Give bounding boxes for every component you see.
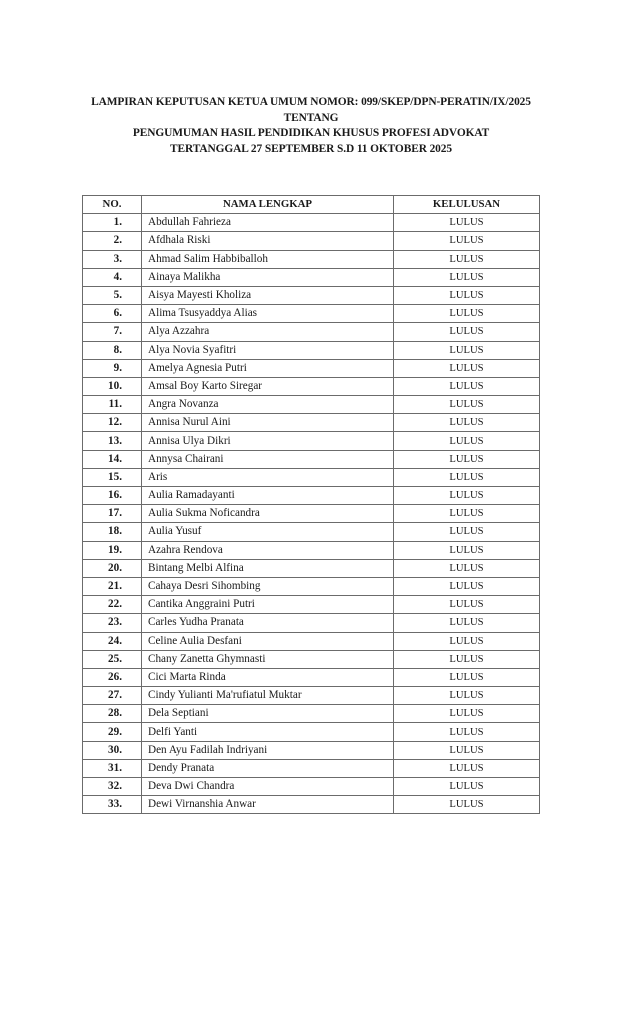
graduation-status: LULUS bbox=[394, 523, 540, 541]
table-row bbox=[83, 450, 540, 468]
participant-name: Abdullah Fahrieza bbox=[142, 214, 394, 232]
row-number: 19. bbox=[83, 541, 142, 559]
graduation-status: LULUS bbox=[394, 778, 540, 796]
graduation-status: LULUS bbox=[394, 396, 540, 414]
row-number: 17. bbox=[83, 505, 142, 523]
participant-name: Amelya Agnesia Putri bbox=[142, 359, 394, 377]
graduation-status: LULUS bbox=[394, 741, 540, 759]
participant-name: Alima Tsusyaddya Alias bbox=[142, 305, 394, 323]
graduation-status: LULUS bbox=[394, 487, 540, 505]
table-row bbox=[83, 505, 540, 523]
table-row bbox=[83, 596, 540, 614]
column-header-name: NAMA LENGKAP bbox=[142, 196, 394, 214]
table-row bbox=[83, 323, 540, 341]
heading-date-range: TERTANGGAL 27 SEPTEMBER S.D 11 OKTOBER 2025 bbox=[170, 142, 452, 155]
table-row bbox=[83, 432, 540, 450]
row-number: 25. bbox=[83, 650, 142, 668]
row-number: 14. bbox=[83, 450, 142, 468]
row-number: 13. bbox=[83, 432, 142, 450]
table-row bbox=[83, 396, 540, 414]
table-row bbox=[83, 668, 540, 686]
graduation-status: LULUS bbox=[394, 341, 540, 359]
participant-name: Ainaya Malikha bbox=[142, 268, 394, 286]
graduation-status: LULUS bbox=[394, 305, 540, 323]
graduation-status: LULUS bbox=[394, 268, 540, 286]
graduation-status: LULUS bbox=[394, 323, 540, 341]
heading-subject: PENGUMUMAN HASIL PENDIDIKAN KHUSUS PROFESI ADVOKAT bbox=[132, 127, 490, 140]
row-number: 2. bbox=[83, 232, 142, 250]
row-number: 4. bbox=[83, 268, 142, 286]
table-row bbox=[83, 377, 540, 395]
graduation-status: LULUS bbox=[394, 614, 540, 632]
row-number: 5. bbox=[83, 286, 142, 304]
row-number: 33. bbox=[83, 796, 142, 814]
table-row bbox=[83, 341, 540, 359]
participant-name: Aisya Mayesti Kholiza bbox=[142, 286, 394, 304]
participant-name: Afdhala Riski bbox=[142, 232, 394, 250]
row-number: 20. bbox=[83, 559, 142, 577]
table-row bbox=[83, 778, 540, 796]
participant-name: Cahaya Desri Sihombing bbox=[142, 577, 394, 595]
table-row bbox=[83, 523, 540, 541]
participant-name: Den Ayu Fadilah Indriyani bbox=[142, 741, 394, 759]
graduation-status: LULUS bbox=[394, 214, 540, 232]
participant-name: Annisa Nurul Aini bbox=[142, 414, 394, 432]
table-row bbox=[83, 214, 540, 232]
row-number: 21. bbox=[83, 577, 142, 595]
graduation-status: LULUS bbox=[394, 632, 540, 650]
row-number: 6. bbox=[83, 305, 142, 323]
row-number: 27. bbox=[83, 687, 142, 705]
participant-name: Carles Yudha Pranata bbox=[142, 614, 394, 632]
row-number: 1. bbox=[83, 214, 142, 232]
graduation-status: LULUS bbox=[394, 759, 540, 777]
graduation-status: LULUS bbox=[394, 796, 540, 814]
table-row bbox=[83, 414, 540, 432]
table-row bbox=[83, 705, 540, 723]
participant-name: Annisa Ulya Dikri bbox=[142, 432, 394, 450]
graduation-status: LULUS bbox=[394, 559, 540, 577]
table-row bbox=[83, 759, 540, 777]
graduation-status: LULUS bbox=[394, 668, 540, 686]
participant-name: Chany Zanetta Ghymnasti bbox=[142, 650, 394, 668]
graduation-status: LULUS bbox=[394, 687, 540, 705]
row-number: 15. bbox=[83, 468, 142, 486]
participant-name: Angra Novanza bbox=[142, 396, 394, 414]
row-number: 30. bbox=[83, 741, 142, 759]
table-row bbox=[83, 286, 540, 304]
participant-name: Dewi Virnanshia Anwar bbox=[142, 796, 394, 814]
table-header-row bbox=[83, 196, 540, 214]
table-row bbox=[83, 650, 540, 668]
graduation-status: LULUS bbox=[394, 377, 540, 395]
row-number: 26. bbox=[83, 668, 142, 686]
participant-name: Delfi Yanti bbox=[142, 723, 394, 741]
row-number: 18. bbox=[83, 523, 142, 541]
row-number: 10. bbox=[83, 377, 142, 395]
row-number: 23. bbox=[83, 614, 142, 632]
row-number: 24. bbox=[83, 632, 142, 650]
participant-name: Bintang Melbi Alfina bbox=[142, 559, 394, 577]
row-number: 32. bbox=[83, 778, 142, 796]
column-header-no: NO. bbox=[83, 196, 142, 214]
graduation-status: LULUS bbox=[394, 286, 540, 304]
table-row bbox=[83, 687, 540, 705]
graduation-status: LULUS bbox=[394, 432, 540, 450]
heading-about: TENTANG bbox=[283, 111, 339, 124]
table-row bbox=[83, 487, 540, 505]
row-number: 8. bbox=[83, 341, 142, 359]
table-row bbox=[83, 250, 540, 268]
graduation-status: LULUS bbox=[394, 577, 540, 595]
participant-name: Alya Azzahra bbox=[142, 323, 394, 341]
row-number: 31. bbox=[83, 759, 142, 777]
heading-decree-number: LAMPIRAN KEPUTUSAN KETUA UMUM NOMOR: 099/SKEP/DPN-PERATIN/IX/2025 bbox=[91, 96, 531, 108]
graduation-status: LULUS bbox=[394, 414, 540, 432]
graduation-results-table bbox=[82, 195, 540, 814]
graduation-status: LULUS bbox=[394, 468, 540, 486]
table-row bbox=[83, 268, 540, 286]
table-body bbox=[83, 214, 540, 814]
row-number: 3. bbox=[83, 250, 142, 268]
row-number: 12. bbox=[83, 414, 142, 432]
graduation-status: LULUS bbox=[394, 705, 540, 723]
table-row bbox=[83, 796, 540, 814]
graduation-status: LULUS bbox=[394, 723, 540, 741]
participant-name: Aris bbox=[142, 468, 394, 486]
table-row bbox=[83, 632, 540, 650]
graduation-status: LULUS bbox=[394, 650, 540, 668]
row-number: 11. bbox=[83, 396, 142, 414]
graduation-status: LULUS bbox=[394, 450, 540, 468]
graduation-status: LULUS bbox=[394, 232, 540, 250]
participant-name: Deva Dwi Chandra bbox=[142, 778, 394, 796]
column-header-status: KELULUSAN bbox=[394, 196, 540, 214]
row-number: 9. bbox=[83, 359, 142, 377]
row-number: 28. bbox=[83, 705, 142, 723]
table-row bbox=[83, 305, 540, 323]
participant-name: Alya Novia Syafitri bbox=[142, 341, 394, 359]
table-row bbox=[83, 468, 540, 486]
table-row bbox=[83, 559, 540, 577]
participant-name: Cantika Anggraini Putri bbox=[142, 596, 394, 614]
row-number: 7. bbox=[83, 323, 142, 341]
participant-name: Amsal Boy Karto Siregar bbox=[142, 377, 394, 395]
graduation-status: LULUS bbox=[394, 596, 540, 614]
participant-name: Celine Aulia Desfani bbox=[142, 632, 394, 650]
participant-name: Ahmad Salim Habbiballoh bbox=[142, 250, 394, 268]
row-number: 22. bbox=[83, 596, 142, 614]
participant-name: Cici Marta Rinda bbox=[142, 668, 394, 686]
participant-name: Annysa Chairani bbox=[142, 450, 394, 468]
document-heading bbox=[0, 95, 622, 157]
participant-name: Azahra Rendova bbox=[142, 541, 394, 559]
graduation-status: LULUS bbox=[394, 250, 540, 268]
table-row bbox=[83, 723, 540, 741]
participant-name: Dela Septiani bbox=[142, 705, 394, 723]
table-row bbox=[83, 577, 540, 595]
participant-name: Cindy Yulianti Ma'rufiatul Muktar bbox=[142, 687, 394, 705]
table-row bbox=[83, 232, 540, 250]
row-number: 16. bbox=[83, 487, 142, 505]
participant-name: Dendy Pranata bbox=[142, 759, 394, 777]
table-row bbox=[83, 541, 540, 559]
participant-name: Aulia Yusuf bbox=[142, 523, 394, 541]
graduation-status: LULUS bbox=[394, 505, 540, 523]
graduation-status: LULUS bbox=[394, 359, 540, 377]
table-row bbox=[83, 359, 540, 377]
row-number: 29. bbox=[83, 723, 142, 741]
graduation-status: LULUS bbox=[394, 541, 540, 559]
table-row bbox=[83, 741, 540, 759]
participant-name: Aulia Ramadayanti bbox=[142, 487, 394, 505]
table-row bbox=[83, 614, 540, 632]
participant-name: Aulia Sukma Noficandra bbox=[142, 505, 394, 523]
